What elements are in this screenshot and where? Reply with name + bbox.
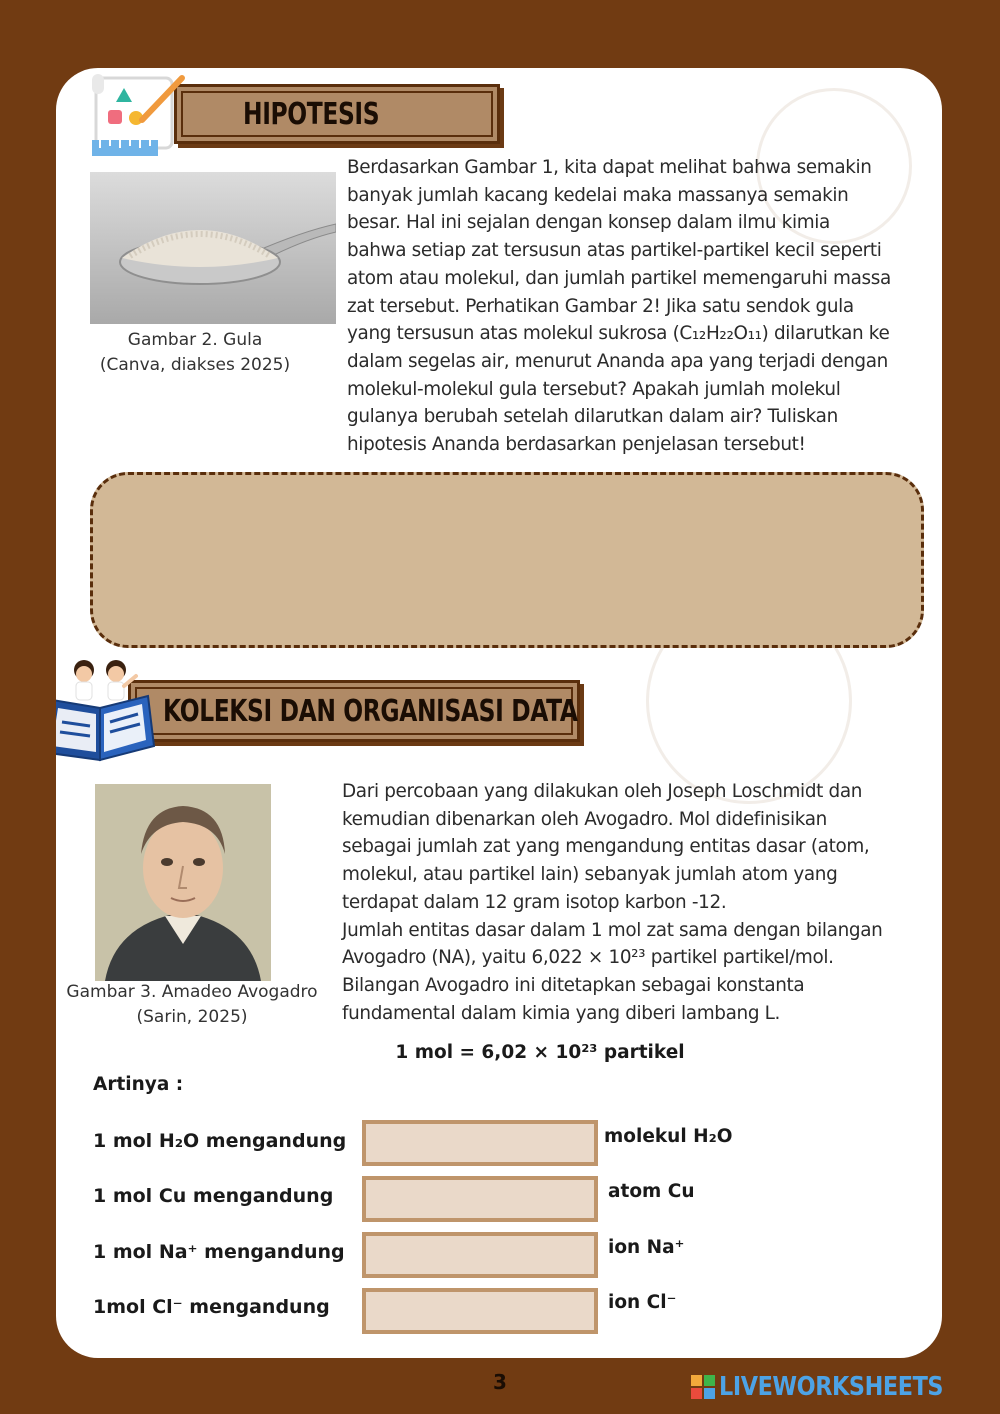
kids-reading-book-icon: [56, 656, 168, 762]
paragraph-line: molekul-molekul gula tersebut? Apakah jumlah molekul: [347, 378, 841, 400]
hipotesis-title: HIPOTESIS: [243, 96, 380, 132]
koleksi-paragraph: [342, 778, 916, 1027]
paragraph-line: gulanya berubah setelah dilarutkan dalam air? Tuliskan: [347, 406, 838, 428]
paragraph-line: Bilangan Avogadro ini ditetapkan sebagai konstanta: [342, 974, 805, 996]
answer-input-cu[interactable]: [362, 1176, 598, 1222]
liveworksheets-brand: LIVEWORKSHEETS: [719, 1372, 944, 1402]
paragraph-line: fundamental dalam kimia yang diberi lambang L.: [342, 1002, 781, 1024]
drawing-board-icon: [86, 70, 196, 160]
paragraph-line: Dari percobaan yang dilakukan oleh Joseph Loschmidt dan: [342, 781, 863, 802]
avogadro-caption: [58, 980, 326, 1030]
koleksi-banner: [128, 680, 580, 742]
artinya-label: Artinya :: [93, 1074, 184, 1095]
avogadro-portrait-image: [95, 784, 271, 981]
paragraph-line: molekul, atau partikel lain) sebanyak jumlah atom yang: [342, 864, 838, 886]
mol-row-unit-h2o: molekul H₂O: [604, 1126, 733, 1147]
mol-row-unit-na: ion Na⁺: [608, 1237, 685, 1258]
paragraph-line: hipotesis Ananda berdasarkan penjelasan tersebut!: [347, 434, 806, 456]
koleksi-title: KOLEKSI DAN ORGANISASI DATA: [163, 693, 578, 729]
paragraph-line: kemudian dibenarkan oleh Avogadro. Mol didefinisikan: [342, 808, 827, 830]
sugar-spoon-image: [90, 172, 336, 324]
paragraph-line: terdapat dalam 12 gram isotop karbon -12.: [342, 891, 727, 913]
sugar-caption-line: Gambar 2. Gula: [127, 330, 263, 350]
worksheet-page: [56, 68, 942, 1358]
liveworksheets-grid-icon: [690, 1374, 716, 1400]
paragraph-line: bahwa setiap zat tersusun atas partikel-partikel kecil seperti: [347, 240, 882, 262]
liveworksheets-logo[interactable]: [690, 1372, 980, 1402]
sugar-caption-line: (Canva, diakses 2025): [99, 355, 291, 375]
mol-row-unit-cl: ion Cl⁻: [608, 1292, 677, 1313]
paragraph-line: besar. Hal ini sejalan dengan konsep dalam ilmu kimia: [347, 212, 830, 234]
paragraph-line: sebagai jumlah zat yang mengandung entitas dasar (atom,: [342, 836, 870, 858]
paragraph-line: dalam segelas air, menurut Ananda apa yang terjadi dengan: [347, 350, 888, 372]
paragraph-line: atom atau molekul, dan jumlah partikel memengaruhi massa: [347, 267, 891, 289]
avogadro-formula: 1 mol = 6,02 × 10²³ partikel: [395, 1042, 685, 1063]
paragraph-line: Jumlah entitas dasar dalam 1 mol zat sama dengan bilangan: [342, 919, 883, 941]
paragraph-line: yang tersusun atas molekul sukrosa (C₁₂H₂₂O₁₁) dilarutkan ke: [347, 323, 890, 345]
mol-row-label-h2o: 1 mol H₂O mengandung: [93, 1130, 347, 1152]
sugar-caption: [80, 328, 310, 378]
answer-input-na[interactable]: [362, 1232, 598, 1278]
answer-input-h2o[interactable]: [362, 1120, 598, 1166]
paragraph-line: Berdasarkan Gambar 1, kita dapat melihat bahwa semakin: [347, 157, 872, 178]
avogadro-caption-line: Gambar 3. Amadeo Avogadro: [66, 982, 318, 1002]
paragraph-line: Avogadro (NA), yaitu 6,022 × 10²³ partikel partikel/mol.: [342, 947, 834, 969]
answer-input-cl[interactable]: [362, 1288, 598, 1334]
paragraph-line: banyak jumlah kacang kedelai maka massanya semakin: [347, 184, 849, 206]
hipotesis-banner: [174, 84, 500, 144]
hypothesis-answer-box[interactable]: [90, 472, 924, 648]
paragraph-line: zat tersebut. Perhatikan Gambar 2! Jika satu sendok gula: [347, 295, 854, 317]
mol-row-unit-cu: atom Cu: [608, 1181, 695, 1202]
mol-row-label-na: 1 mol Na⁺ mengandung: [93, 1241, 345, 1263]
mol-row-label-cu: 1 mol Cu mengandung: [93, 1185, 334, 1207]
page-number: 3: [493, 1370, 507, 1394]
hipotesis-paragraph: [347, 154, 921, 459]
mol-row-label-cl: 1mol Cl⁻ mengandung: [93, 1296, 330, 1318]
avogadro-caption-line: (Sarin, 2025): [136, 1007, 248, 1027]
